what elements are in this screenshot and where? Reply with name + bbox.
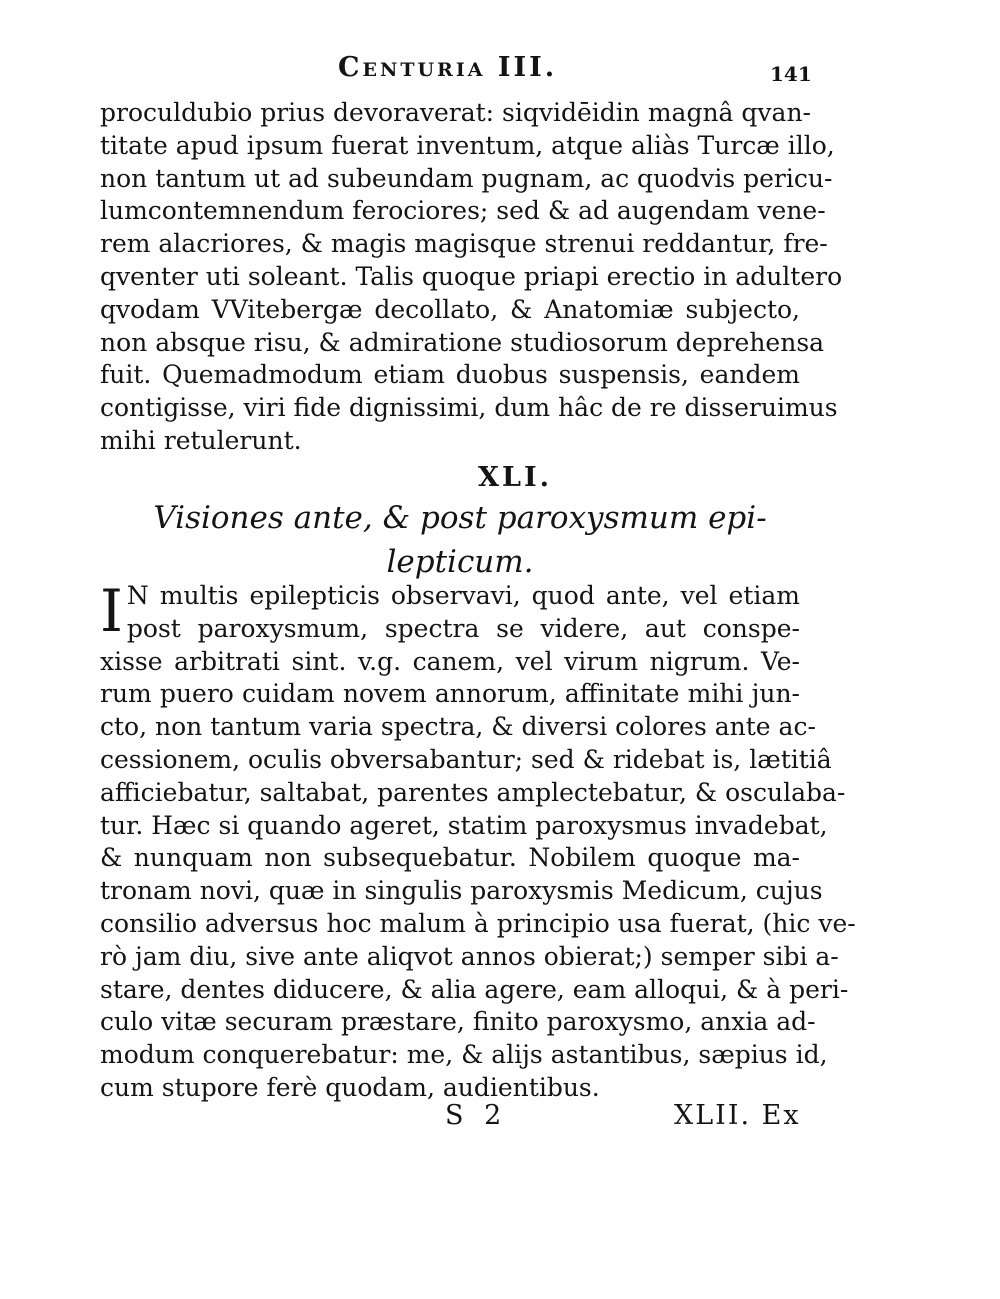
catchword: XLII. Ex — [674, 1100, 801, 1131]
text-line: & nunquam non subsequebatur. Nobilem quoque ma- — [100, 843, 800, 873]
text-line: culo vitæ securam præstare, finito paroxysmo, anxia ad- — [100, 1007, 816, 1037]
text-line: qvodam VVitebergæ decollato, & Anatomiæ subjecto, — [100, 294, 800, 324]
text-line: fuit. Quemadmodum etiam duobus suspensis, eandem — [100, 360, 800, 390]
text-line: tronam novi, quæ in singulis paroxysmis Medicum, cujus — [100, 876, 823, 906]
text-line: titate apud ipsum fuerat inventum, atque aliàs Turcæ illo, — [100, 130, 835, 160]
text-line: consilio adversus hoc malum à principio usa fuerat, (hic ve- — [100, 908, 856, 938]
drop-cap: I — [100, 577, 123, 645]
text-line: post paroxysmum, spectra se videre, aut conspe- — [126, 613, 800, 643]
text-line: rem alacriores, & magis magisque strenui reddantur, fre- — [100, 229, 828, 259]
page-footer — [0, 1100, 1000, 1140]
text-line: non tantum ut ad subeundam pugnam, ac quodvis pericu- — [100, 163, 833, 193]
text-line: afficiebatur, saltabat, parentes amplectebatur, & osculaba- — [100, 777, 846, 807]
text-line: stare, dentes diducere, & alia agere, eam alloqui, & à peri- — [100, 974, 849, 1004]
section-title-line: lepticum. — [386, 544, 534, 580]
section-title-line: Visiones ante, & post paroxysmum epi- — [153, 500, 767, 536]
paragraph-continued — [100, 97, 843, 458]
section-title — [150, 496, 770, 584]
paragraph-main — [100, 577, 856, 1105]
text-line: modum conquerebatur: me, & alijs astantibus, sæpius id, — [100, 1040, 828, 1070]
page-header — [0, 52, 1000, 96]
page-number: 141 — [770, 62, 812, 86]
text-line: cessionem, oculis obversabantur; sed & ridebat is, lætitiâ — [100, 744, 832, 774]
text-line: proculdubio prius devoraverat: siqvidēidin magnâ qvan- — [100, 98, 811, 127]
text-line: qventer uti soleant. Talis quoque priapi erectio in adultero — [100, 261, 843, 291]
text-line: cum stupore ferè quodam, audientibus. — [100, 1072, 600, 1102]
text-line: lumcontemnendum ferociores; sed & ad augendam vene- — [100, 196, 826, 226]
signature-mark: S 2 — [445, 1100, 508, 1131]
text-line: xisse arbitrati sint. v.g. canem, vel virum nigrum. Ve- — [100, 646, 800, 676]
text-line: mihi retulerunt. — [100, 425, 302, 455]
text-line: rum puero cuidam novem annorum, affinitate mihi jun- — [100, 679, 800, 709]
text-line: rò jam diu, sive ante aliqvot annos obierat;) semper sibi a- — [100, 941, 839, 971]
running-head: Centuria III. — [338, 52, 558, 83]
text-line: contigisse, viri fide dignissimi, dum hâc de re disseruimus — [100, 393, 838, 423]
text-line: N multis epilepticis observavi, quod ante, vel etiam — [126, 581, 800, 610]
text-line: cto, non tantum varia spectra, & diversi colores ante ac- — [100, 712, 816, 742]
text-line: non absque risu, & admiratione studiosorum deprehensa — [100, 327, 825, 357]
text-line: tur. Hæc si quando ageret, statim paroxysmus invadebat, — [100, 810, 828, 840]
section-number: XLI. — [478, 462, 552, 493]
